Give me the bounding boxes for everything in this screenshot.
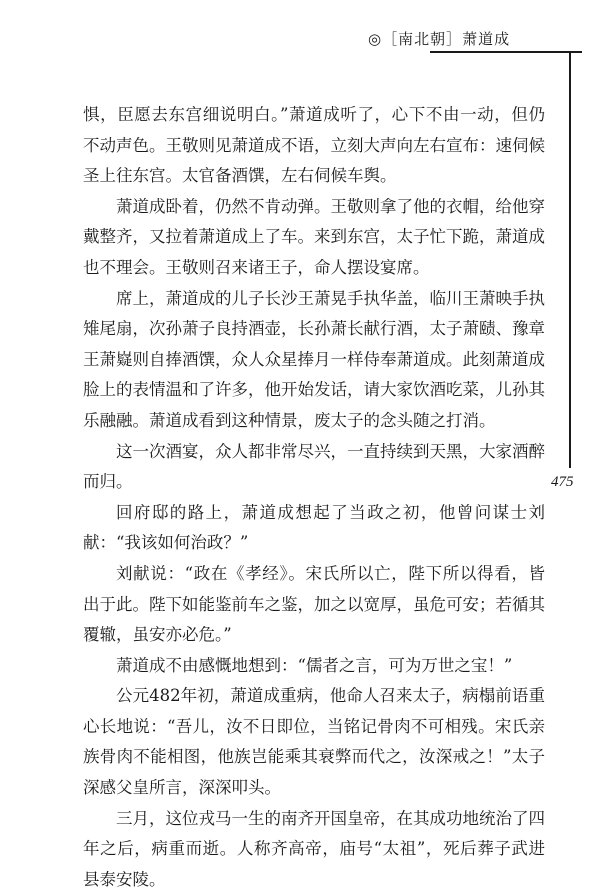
paragraph: 席上，萧道成的儿子长沙王萧晃手执华盖，临川王萧映手执雉尾扇，次孙萧子良持酒壶，长孙萧长献行酒，太子萧赜、豫章王萧嶷则自捧酒馔，众人众星捧月一样侍奉萧道成。此刻萧道成脸上的表情温和了许多，他开始发话，请大家饮酒吃菜，儿孙其乐融融。萧道成看到这种情景，废太子的念头随之打消。 [83,288,545,430]
header-rule [430,51,582,53]
body-text [83,100,545,895]
paragraph: 三月，这位戎马一生的南齐开国皇帝，在其成功地统治了四年之后，病重而逝。人称齐高帝，庙号“太祖”，死后葬子武进县泰安陵。 [83,808,545,889]
paragraph: 公元482年初，萧道成重病，他命人召来太子，病榻前语重心长地说：“吾儿，汝不日即位，当铭记骨肉不可相残。宋氏亲族骨肉不能相图，他族岂能乘其衰弊而代之，汝深戒之！”太子深感父皇所言，深深叩头。 [83,686,545,798]
paragraph: 萧道成不由感慨地想到：“儒者之言，可为万世之宝！” [116,655,513,675]
paragraph: 萧道成卧着，仍然不肯动弹。王敬则拿了他的衣帽，给他穿戴整齐，又拉着萧道成上了车。来到东宫，太子忙下跪，萧道成也不理会。王敬则召来诸王子，命人摆设宴席。 [83,196,545,277]
paragraph: 这一次酒宴，众人都非常尽兴，一直持续到天黑，大家酒醉而归。 [83,441,545,492]
paragraph: 回府邸的路上，萧道成想起了当政之初，他曾问谋士刘献：“我该如何治政？” [83,502,545,553]
page-number: 475 [551,474,574,490]
paragraph: 惧，臣愿去东宫细说明白。”萧道成听了，心下不由一动，但仍不动声色。王敬则见萧道成不语，立刻大声向左右宣布：速伺候圣上往东宫。太官备酒馔，左右伺候车舆。 [83,105,545,186]
section-title: ◎［南北朝］萧道成 [368,30,511,48]
paragraph: 刘献说：“政在《孝经》。宋氏所以亡，陛下所以得看，皆出于此。陛下如能鉴前车之鉴，加之以宽厚，虽危可安；若循其覆辙，虽安亦必危。” [83,563,545,645]
margin-rule [569,52,571,468]
running-header [368,24,568,64]
